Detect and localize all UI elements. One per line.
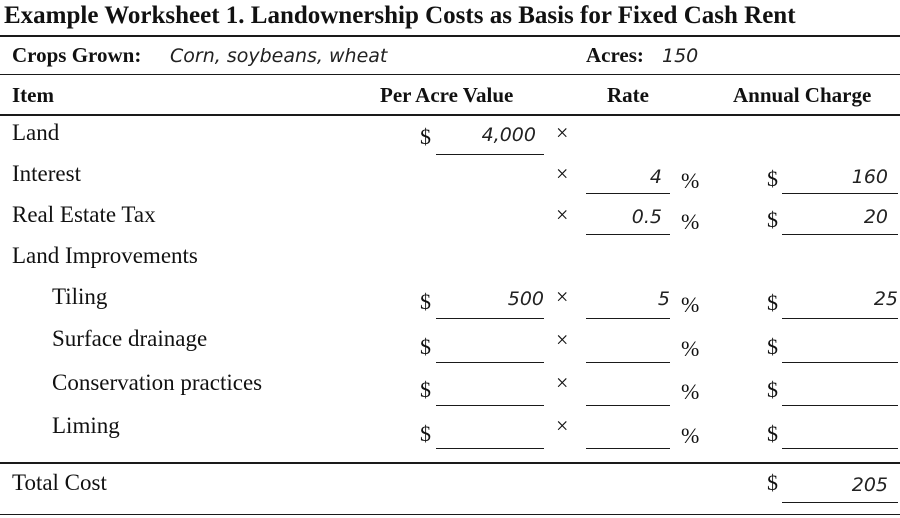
interest-annual-underline <box>782 193 898 194</box>
liming-rate-underline <box>586 448 670 449</box>
row-label-conservation-practices: Conservation practices <box>52 370 263 395</box>
drainage-rate-underline <box>586 362 670 363</box>
tax-annual-underline <box>782 234 898 235</box>
row-label-total-cost: Total Cost <box>12 470 107 495</box>
total-annual-charge: 205 <box>851 474 888 496</box>
tiling-times-sign: × <box>556 284 569 309</box>
interest-dollar-sign: $ <box>767 166 778 191</box>
land-dollar-sign: $ <box>420 124 431 149</box>
crops-grown-value: Corn, soybeans, wheat <box>170 45 388 67</box>
drainage-annual-underline <box>782 362 898 363</box>
acres-label: Acres: <box>586 43 644 67</box>
interest-percent-sign: % <box>681 168 700 193</box>
total-annual-underline <box>782 502 898 503</box>
tiling-rate-underline <box>586 318 670 319</box>
column-header-per-acre-value: Per Acre Value <box>380 83 514 107</box>
row-label-tiling: Tiling <box>52 284 108 309</box>
column-header-annual-charge: Annual Charge <box>733 83 872 107</box>
conservation-rate-underline <box>586 405 670 406</box>
tiling-per-acre-value: 500 <box>507 288 544 310</box>
conservation-annual-underline <box>782 405 898 406</box>
liming-per-acre-underline <box>436 448 544 449</box>
row-label-land: Land <box>12 120 60 145</box>
land-times-sign: × <box>556 120 569 145</box>
interest-annual-charge: 160 <box>851 166 888 188</box>
header-rule <box>0 114 900 116</box>
conservation-times-sign: × <box>556 370 569 395</box>
tax-percent-sign: % <box>681 209 700 234</box>
land-per-acre-value: 4,000 <box>481 124 536 146</box>
total-dollar-sign: $ <box>767 470 778 495</box>
acres-value: 150 <box>662 45 699 67</box>
tax-annual-charge: 20 <box>863 206 888 228</box>
tax-dollar-sign: $ <box>767 207 778 232</box>
row-label-surface-drainage: Surface drainage <box>52 326 208 351</box>
row-label-interest: Interest <box>12 161 81 186</box>
drainage-times-sign: × <box>556 327 569 352</box>
tiling-per-acre-underline <box>436 318 544 319</box>
row-label-real-estate-tax: Real Estate Tax <box>12 202 156 227</box>
tiling-annual-charge: 25 <box>873 288 898 310</box>
conservation-per-acre-underline <box>436 405 544 406</box>
liming-dollar-sign: $ <box>420 421 431 446</box>
row-label-liming: Liming <box>52 413 120 438</box>
crops-grown-label: Crops Grown: <box>12 43 142 67</box>
liming-percent-sign: % <box>681 423 700 448</box>
tax-rate-value: 0.5 <box>631 206 662 228</box>
worksheet-title: Example Worksheet 1. Landownership Costs as Basis for Fixed Cash Rent <box>4 2 796 29</box>
liming-times-sign: × <box>556 413 569 438</box>
title-rule <box>0 35 900 37</box>
total-rule <box>0 462 900 464</box>
conservation-dollar-sign-annual: $ <box>767 377 778 402</box>
column-header-rate: Rate <box>607 83 649 107</box>
drainage-percent-sign: % <box>681 336 700 361</box>
liming-dollar-sign-annual: $ <box>767 421 778 446</box>
info-rule <box>0 74 900 75</box>
land-per-acre-underline <box>436 154 544 155</box>
tiling-rate-value: 5 <box>657 288 670 310</box>
tiling-annual-underline <box>782 318 898 319</box>
conservation-dollar-sign: $ <box>420 377 431 402</box>
tiling-dollar-sign: $ <box>420 289 431 314</box>
interest-rate-underline <box>586 193 670 194</box>
interest-rate-value: 4 <box>649 166 662 188</box>
tax-times-sign: × <box>556 202 569 227</box>
column-header-item: Item <box>12 83 54 107</box>
drainage-dollar-sign-annual: $ <box>767 334 778 359</box>
drainage-dollar-sign: $ <box>420 334 431 359</box>
tax-rate-underline <box>586 234 670 235</box>
row-label-land-improvements: Land Improvements <box>12 243 198 268</box>
bottom-rule <box>0 514 900 515</box>
drainage-per-acre-underline <box>436 362 544 363</box>
tiling-dollar-sign-annual: $ <box>767 290 778 315</box>
conservation-percent-sign: % <box>681 379 700 404</box>
tiling-percent-sign: % <box>681 292 700 317</box>
interest-times-sign: × <box>556 161 569 186</box>
liming-annual-underline <box>782 448 898 449</box>
